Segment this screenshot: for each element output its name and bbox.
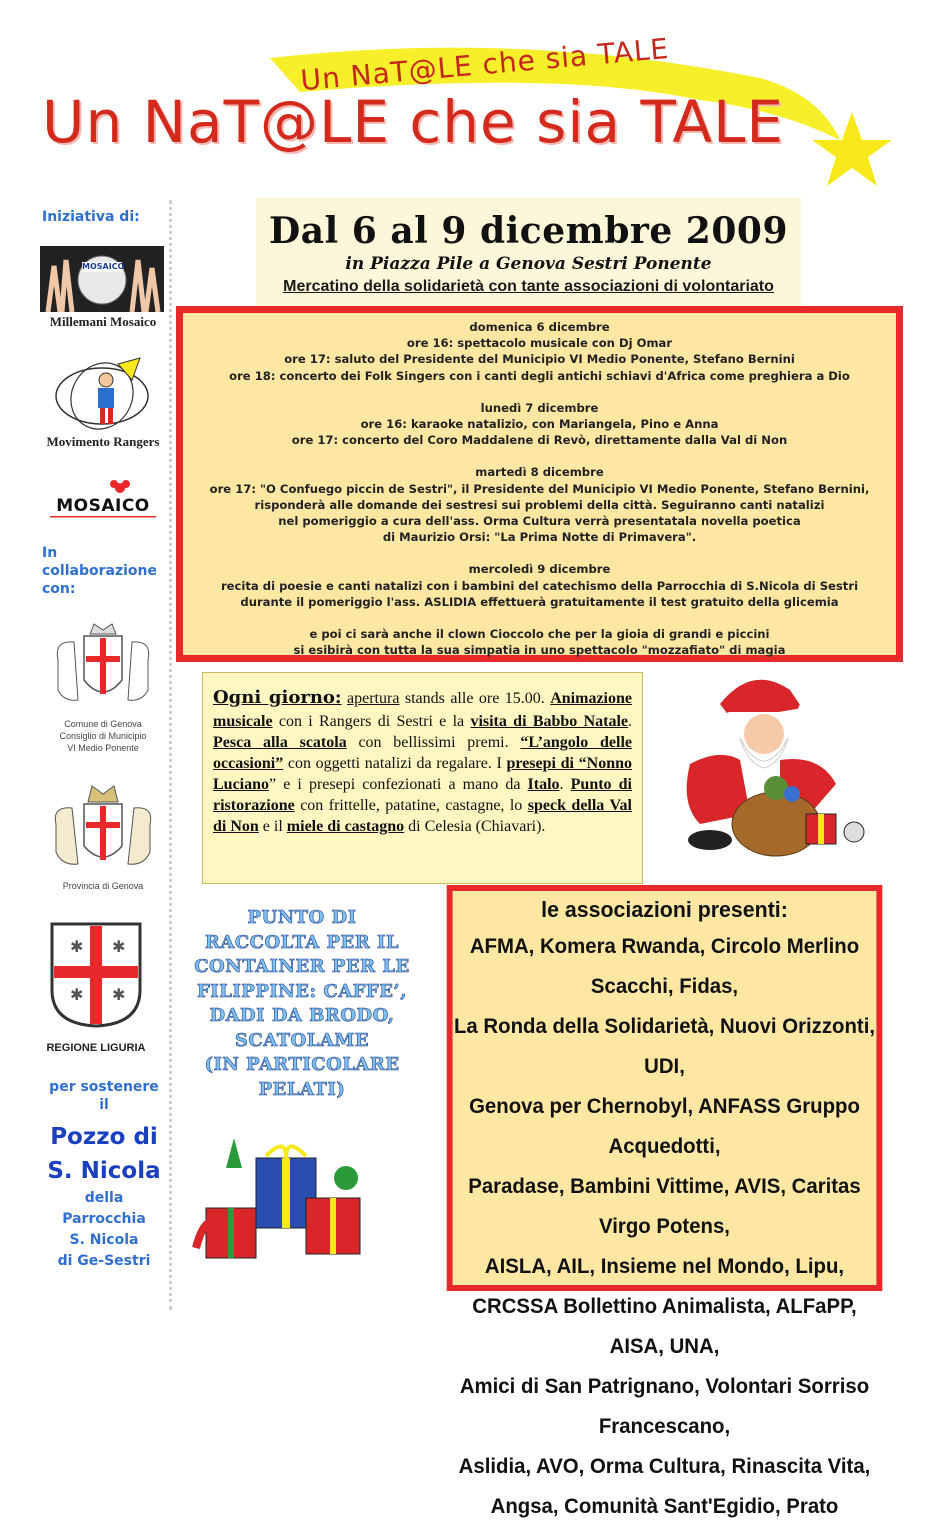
della-4: di Ge-Sestri	[57, 1253, 151, 1269]
italo-text: Italo	[527, 776, 560, 793]
day3-line: di Maurizio Orsi: "La Prima Notte di Primavera".	[382, 530, 697, 545]
day4-line: durante il pomeriggio l'ass. ASLIDIA effettuerà gratuitamente il test gratuito della glicemia	[240, 594, 839, 609]
pesca-text: Pesca alla scatola	[213, 734, 347, 751]
pozzo-title-1: Pozzo di	[50, 1124, 158, 1150]
page-title: Un NaT@LE che sia TALE	[42, 88, 785, 156]
sostenere-il: il	[99, 1097, 109, 1113]
regione-liguria-shield	[48, 920, 144, 1030]
rangers-logo	[40, 352, 164, 432]
associazioni-line: Aslidia, AVO, Orma Cultura, Rinascita Vita,	[458, 1455, 871, 1478]
day2-title: lunedì 7 dicembre	[480, 400, 599, 415]
clown-line: e poi ci sarà anche il clown Cioccolo che per la gioia di grandi e piccini	[309, 627, 770, 642]
ristorazione-text: Punto di ristorazione	[213, 776, 633, 814]
associazioni-line: La Ronda della Solidarietà, Nuovi Orizzonti, UDI,	[453, 1015, 876, 1078]
hands-ball-icon	[40, 246, 164, 312]
mosaico-ball-text: MOSAICO	[82, 262, 125, 271]
miele-text: miele di castagno	[286, 818, 405, 835]
pozzo-title-2: S. Nicola	[47, 1158, 161, 1184]
rangers-caption: Movimento Rangers	[46, 434, 160, 449]
mosaico-logo	[46, 478, 160, 522]
apertura-text: apertura	[347, 690, 400, 707]
animazione-text: Animazione musicale	[213, 690, 632, 730]
svg-text:✱: ✱	[70, 985, 84, 1004]
speck-text: speck della Val di Non	[213, 797, 632, 835]
day3-line: ore 17: "O Confuego piccin de Sestri", il Presidente del Municipio VI Medio Ponente, Stefano Bernini,	[209, 481, 870, 496]
day4-line: recita di poesie e canti natalizi con i bambini del catechismo della Parrocchia di S.Nicola di Sestri	[220, 578, 859, 593]
ogni-giorno-lead: Ogni giorno:	[213, 687, 342, 708]
svg-text:✱: ✱	[112, 937, 126, 956]
day2-line: ore 17: concerto del Coro Maddalene di Revò, direttamente dalla Val di Non	[291, 433, 788, 448]
griffin-crest-icon	[44, 620, 162, 716]
associazioni-title: le associazioni presenti:	[541, 897, 788, 922]
millemani-logo	[40, 246, 164, 312]
christmas-gifts-icon	[196, 1128, 376, 1268]
day3-line: risponderà alle domande dei sestresi sui problemi della città. Seguiranno canti natalizi	[254, 497, 825, 512]
presepi-text: presepi di “Nonno Luciano	[213, 755, 633, 793]
day3-line: nel pomeriggio a cura dell'ass. Orma Cultura verrà presentatala novella poetica	[278, 514, 801, 529]
associazioni-line: AFMA, Komera Rwanda, Circolo Merlino Scacchi, Fidas,	[469, 935, 860, 998]
location-subtitle: in Piazza Pile a Genova Sestri Ponente	[345, 254, 712, 274]
comune-genova-crest	[44, 620, 162, 716]
della-1: della	[84, 1190, 124, 1206]
millemani-caption: Millemani Mosaico	[49, 314, 157, 329]
day3-title: martedì 8 dicembre	[475, 465, 604, 480]
provincia-genova-crest	[44, 780, 162, 876]
rangers-figure-icon	[40, 352, 164, 432]
iniziativa-label: Iniziativa di:	[42, 209, 140, 225]
associazioni-line: AISLA, AIL, Insieme nel Mondo, Lipu,	[484, 1255, 845, 1278]
mercatino-heading: Mercatino della solidarietà con tante associazioni di volontariato	[283, 278, 774, 295]
regione-shield-icon	[48, 920, 144, 1030]
santa-claus-icon	[660, 664, 870, 864]
day1-line: ore 18: concerto dei Folk Singers con i canti degli antichi schiavi d'Africa come preghiera a Dio	[229, 368, 850, 383]
program-box	[176, 306, 903, 662]
date-block	[256, 198, 801, 306]
della-3: S. Nicola	[69, 1232, 139, 1248]
associazioni-line: Amici di San Patrignano, Volontari Sorriso Francescano,	[459, 1375, 870, 1438]
clown-line: si esibirà con tutta la sua simpatia in uno spettacolo "mozzafiato" di magia	[293, 643, 786, 658]
provincia-crest-icon	[44, 780, 162, 876]
day2-line: ore 16: karaoke natalizio, con Mariangela, Pino e Anna	[360, 417, 719, 432]
svg-text:✱: ✱	[70, 937, 84, 956]
associazioni-line: Paradase, Bambini Vittime, AVIS, Caritas Virgo Potens,	[468, 1175, 861, 1238]
associazioni-box	[447, 885, 883, 1518]
comune-caption: Comune di Genova Consiglio di Municipio VI Medio Ponente	[59, 719, 147, 753]
day4-title: mercoledì 9 dicembre	[468, 562, 611, 577]
raccolta-block: PUNTO DI RACCOLTA PER IL CONTAINER PER LE FILIPPINE: CAFFE’, DADI DA BRODO, SCATOLAME (IN PARTICOLARE PELATI)	[194, 907, 410, 1100]
associazioni-line: Genova per Chernobyl, ANFASS Gruppo Acquedotti,	[469, 1095, 860, 1158]
date-title: Dal 6 al 9 dicembre 2009	[269, 210, 788, 252]
regione-caption: REGIONE LIGURIA	[46, 1042, 146, 1054]
day1-line: ore 16: spettacolo musicale con Dj Omar	[406, 336, 673, 351]
sostenere-block	[42, 1078, 166, 1272]
babbo-natale-text: visita di Babbo Natale	[470, 713, 629, 730]
title-small: Un NaT@LE che sia TALE	[299, 31, 671, 98]
angolo-text: “L’angolo delle occasioni”	[213, 734, 632, 772]
associazioni-line: Angsa, Comunità Sant'Egidio, Prato	[490, 1495, 839, 1518]
ogni-giorno-box: Ogni giorno: apertura stands alle ore 15.00. Animazione musicale con i Rangers di Sestri e la visita di Babbo Natale. Pesca alla scatola con bellissimi premi. “L’angolo delle occasioni” con oggetti natalizi da regalare. I presepi di “Nonno Luciano” e i presepi confezionati a mano da Italo. Punto di ristorazione con frittelle, patatine, castagne, lo speck della Val di Non e il miele di castagno di Celesia (Chiavari).	[202, 672, 643, 884]
mosaico-text: MOSAICO	[56, 496, 150, 516]
della-2: Parrocchia	[62, 1211, 146, 1227]
sostenere-text: per sostenere	[49, 1079, 159, 1095]
day1-line: ore 17: saluto del Presidente del Municipio VI Medio Ponente, Stefano Bernini	[284, 352, 795, 367]
associazioni-line: CRCSSA Bollettino Animalista, ALFaPP, AISA, UNA,	[472, 1295, 857, 1358]
svg-text:✱: ✱	[112, 985, 126, 1004]
collaborazione-label: In collaborazione con:	[42, 545, 157, 597]
day1-title: domenica 6 dicembre	[469, 320, 610, 334]
provincia-caption: Provincia di Genova	[62, 881, 144, 891]
